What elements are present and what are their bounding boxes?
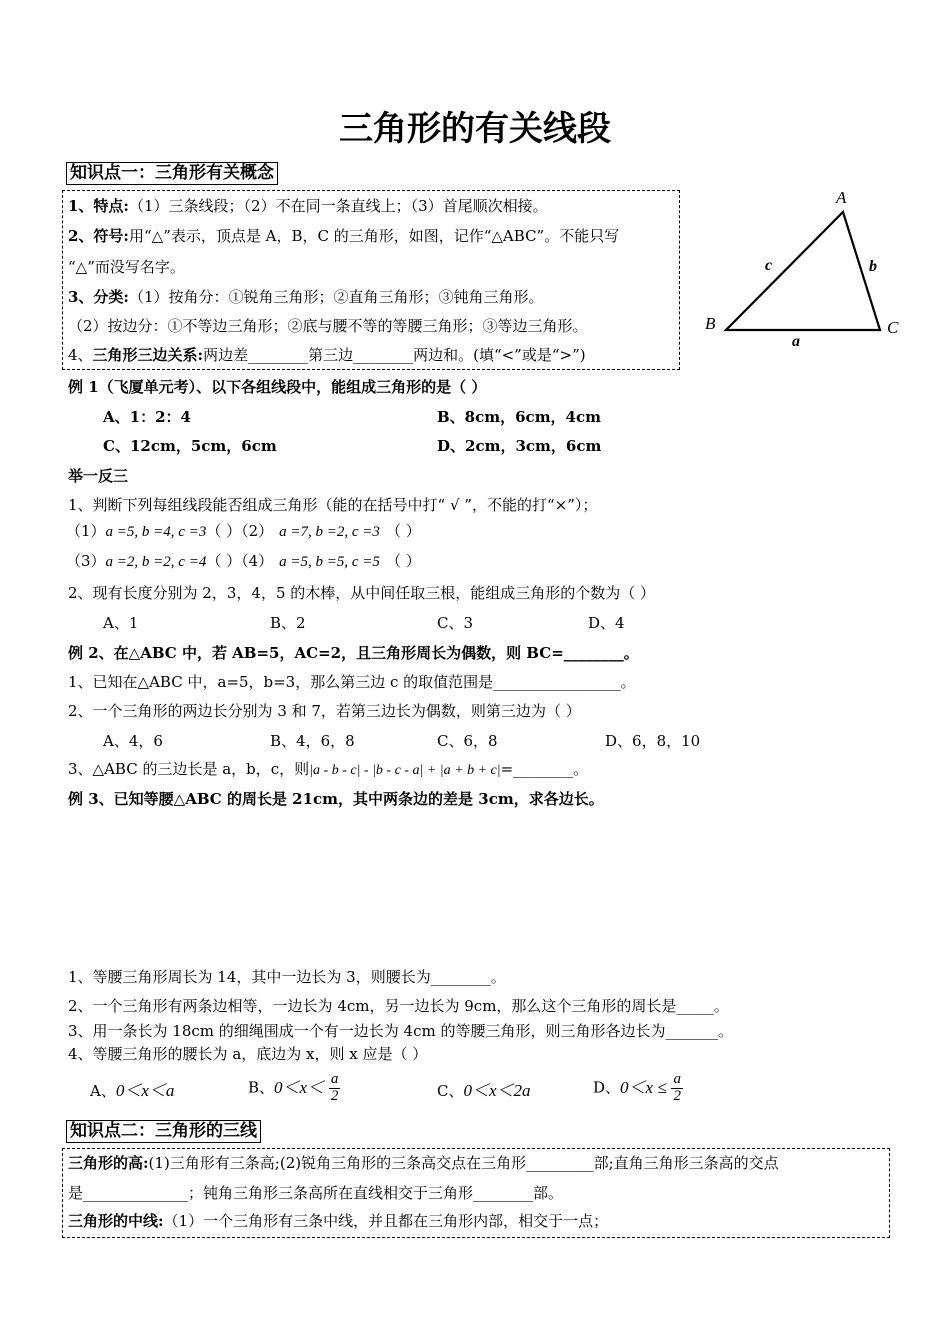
practice-9-option-a bbox=[90, 1082, 174, 1099]
practice-9-c-math: 0＜x＜2a bbox=[463, 1081, 531, 1100]
fraction-denominator: 2 bbox=[673, 1087, 681, 1104]
practice-1-row-2 bbox=[66, 554, 421, 570]
concept-line-1 bbox=[68, 199, 548, 214]
item-4-index: （4） bbox=[241, 552, 274, 570]
concept-line-3 bbox=[68, 290, 544, 305]
triangle-figure bbox=[700, 185, 910, 350]
item-2-bracket: （ ） bbox=[385, 522, 421, 540]
vertex-a-label: A bbox=[836, 188, 847, 207]
fraction-numerator: a bbox=[673, 1071, 681, 1087]
practice-5-expression: |a - b - c| - |b - c - a| + |a + b + c| bbox=[309, 763, 501, 778]
practice-1-row-1 bbox=[66, 524, 421, 540]
section-heading-three-lines: 知识点二：三角形的三线 bbox=[66, 1120, 261, 1143]
concept-line-2 bbox=[68, 229, 619, 244]
practice-9-option-c bbox=[437, 1082, 531, 1099]
practice-7-question: 2、一个三角形有两条边相等，一边长为 4cm，另一边长为 9cm，那么这个三角形的周长是_____。 bbox=[68, 997, 729, 1015]
side-a-label: a bbox=[792, 333, 800, 350]
concept-label-2: 2、符号: bbox=[68, 227, 129, 245]
item-3-index: （3） bbox=[66, 552, 106, 570]
example-2-question: 例 2、在△ABC 中，若 AB=5，AC=2，且三角形周长为偶数，则 BC=________。 bbox=[68, 644, 639, 662]
practice-2-option-d: D、4 bbox=[588, 614, 625, 632]
practice-1-question: 1、判断下列每组线段能否组成三角形（能的在括号中打“ √ ”，不能的打“×”）； bbox=[68, 496, 598, 514]
concept-text-3: （1）按角分：①锐角三角形；②直角三角形；③钝角三角形。 bbox=[128, 288, 544, 306]
practice-4-option-a: A、4，6 bbox=[103, 732, 163, 750]
item-3-bracket: （ ） bbox=[206, 552, 242, 570]
practice-9-a-label: A、 bbox=[90, 1082, 116, 1100]
concept-text-4: 两边差________第三边________两边和。(填“<”或是“>”) bbox=[203, 346, 586, 364]
item-3-values: a =2, b =2, c =4 bbox=[105, 554, 207, 570]
practice-3-question: 1、已知在△ABC 中，a=5，b=3，那么第三边 c 的取值范围是_________________。 bbox=[68, 673, 636, 691]
item-1-index: （1） bbox=[66, 522, 106, 540]
practice-9-d-math: 0＜x ≤ bbox=[620, 1077, 667, 1097]
practice-6-question: 1、等腰三角形周长为 14，其中一边长为 3，则腰长为________。 bbox=[68, 968, 506, 986]
page-title: 三角形的有关线段 bbox=[339, 109, 611, 149]
item-4-bracket: （ ） bbox=[385, 552, 421, 570]
practice-9-option-b bbox=[248, 1072, 340, 1105]
item-1-values: a =5, b =4, c =3 bbox=[105, 524, 207, 540]
concept-prefix-4: 4、 bbox=[68, 346, 93, 364]
practice-9-option-d bbox=[593, 1072, 683, 1105]
median-label: 三角形的中线: bbox=[68, 1212, 164, 1230]
item-4-values: a =5, b =5, c =5 bbox=[279, 554, 380, 570]
example-3-question: 例 3、已知等腰△ABC 的周长是 21cm，其中两条边的差是 3cm，求各边长。 bbox=[68, 790, 604, 808]
triangle-abc-shape bbox=[726, 212, 880, 330]
practice-9-b-fraction bbox=[329, 1072, 341, 1105]
practice-5-question bbox=[68, 762, 588, 778]
side-c-label: c bbox=[765, 257, 773, 274]
practice-4-option-c: C、6，8 bbox=[437, 732, 498, 750]
practice-4-option-d: D、6，8，10 bbox=[605, 732, 701, 750]
altitude-line-1 bbox=[68, 1156, 779, 1171]
practice-2-option-c: C、3 bbox=[437, 614, 474, 632]
example-1-option-d: D、2cm，3cm，6cm bbox=[437, 437, 602, 455]
item-2-values: a =7, b =2, c =3 bbox=[279, 524, 380, 540]
concept-text-2: 用“△”表示，顶点是 A，B，C 的三角形，如图，记作“△ABC”。不能只写 bbox=[128, 227, 620, 245]
concept-label-1: 1、特点: bbox=[68, 197, 129, 215]
altitude-label: 三角形的高: bbox=[68, 1154, 149, 1172]
fraction-denominator: 2 bbox=[330, 1087, 339, 1104]
practice-2-option-b: B、2 bbox=[270, 614, 306, 632]
concept-line-3b: （2）按边分：①不等边三角形；②底与腰不等的等腰三角形；③等边三角形。 bbox=[68, 317, 588, 335]
practice-2-question: 2、现有长度分别为 2，3，4，5 的木棒，从中间任取三根，能组成三角形的个数为（ ） bbox=[68, 584, 656, 602]
concept-line-4 bbox=[68, 348, 586, 363]
practice-4-question: 2、一个三角形的两边长分别为 3 和 7，若第三边长为偶数，则第三边为（ ） bbox=[68, 702, 581, 720]
example-1-option-a: A、1：2：4 bbox=[103, 408, 191, 426]
altitude-line-2: 是______________；钝角三角形三条高所在直线相交于三角形________部。 bbox=[68, 1184, 564, 1202]
practice-9-b-label: B、 bbox=[248, 1078, 275, 1097]
vertex-c-label: C bbox=[887, 318, 899, 337]
item-2-index: （2） bbox=[241, 522, 274, 540]
concept-label-3: 3、分类: bbox=[68, 288, 129, 306]
example-1-option-b: B、8cm，6cm，4cm bbox=[437, 408, 602, 426]
practice-2-option-a: A、1 bbox=[103, 614, 139, 632]
altitude-text: (1)三角形有三条高;(2)锐角三角形的三条高交点在三角形_________部;直角三角形三条高的交点 bbox=[148, 1154, 779, 1172]
practice-5-suffix: =________。 bbox=[500, 760, 589, 778]
practice-8-question: 3、用一条长为 18cm 的细绳围成一个有一边长为 4cm 的等腰三角形，则三角形各边长为_______。 bbox=[68, 1022, 733, 1040]
side-b-label: b bbox=[869, 258, 877, 275]
median-line bbox=[68, 1214, 608, 1229]
section-heading-concepts: 知识点一：三角形有关概念 bbox=[66, 162, 278, 185]
practice-9-question: 4、等腰三角形的腰长为 a，底边为 x，则 x 应是（ ） bbox=[68, 1045, 428, 1063]
practice-4-option-b: B、4，6，8 bbox=[270, 732, 355, 750]
example-1-option-c: C、12cm，5cm，6cm bbox=[103, 437, 277, 455]
practice-9-b-math: 0＜x＜ bbox=[274, 1077, 325, 1097]
practice-9-d-fraction bbox=[671, 1072, 683, 1105]
concept-label-4: 三角形三边关系: bbox=[92, 346, 204, 364]
practice-9-d-label: D、 bbox=[593, 1078, 621, 1097]
practice-9-c-label: C、 bbox=[437, 1082, 464, 1100]
practice-9-a-math: 0＜x＜a bbox=[115, 1081, 175, 1100]
fraction-numerator: a bbox=[330, 1071, 339, 1087]
practice-heading: 举一反三 bbox=[68, 467, 129, 485]
concepts-box bbox=[62, 190, 680, 370]
concept-line-2b: “△”而没写名字。 bbox=[68, 258, 185, 276]
vertex-b-label: B bbox=[705, 314, 716, 333]
example-1-question: 例 1（飞厦单元考）、以下各组线段中，能组成三角形的是（ ） bbox=[68, 378, 487, 396]
concept-text-1: （1）三条线段；（2）不在同一条直线上；（3）首尾顺次相接。 bbox=[128, 197, 548, 215]
item-1-bracket: （ ） bbox=[206, 522, 242, 540]
median-text: （1）一个三角形有三条中线，并且都在三角形内部，相交于一点； bbox=[163, 1212, 609, 1230]
practice-5-prefix: 3、△ABC 的三边长是 a，b，c，则 bbox=[68, 760, 310, 778]
